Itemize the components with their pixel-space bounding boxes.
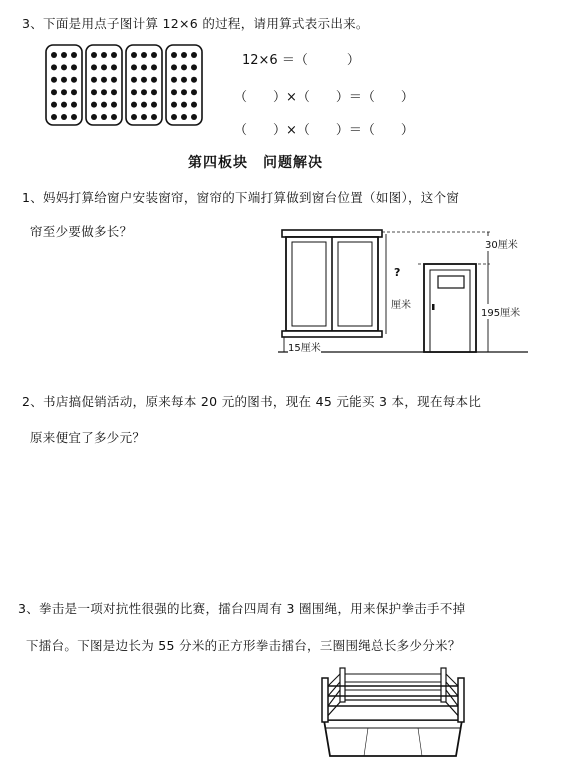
dot (101, 77, 107, 83)
dot (61, 77, 67, 83)
dot (181, 77, 187, 83)
dot (51, 52, 57, 58)
dot (71, 52, 77, 58)
section-title: 第四板块 问题解决 (188, 155, 323, 171)
boxing-ring-illustration (318, 664, 468, 760)
dot (151, 64, 157, 70)
problem-3-line-2: 下擂台。下图是边长为 55 分米的正方形拳击擂台，三圈围绳总长多少分米？ (26, 638, 461, 653)
dot (171, 52, 177, 58)
dot (151, 102, 157, 108)
dot (131, 52, 137, 58)
dot (61, 114, 67, 120)
dot (151, 89, 157, 95)
dot (111, 52, 117, 58)
dot (191, 102, 197, 108)
dot (191, 52, 197, 58)
dot (181, 89, 187, 95)
equation-2: （ ）×（ ）＝（ ） (234, 90, 414, 105)
problem-2-line-2: 原来便宜了多少元？ (30, 430, 146, 445)
dot (51, 64, 57, 70)
dot (141, 114, 147, 120)
dot (131, 77, 137, 83)
dot (181, 114, 187, 120)
dot (141, 89, 147, 95)
dot (101, 52, 107, 58)
dot (111, 114, 117, 120)
equation-1: 12×6 ＝（ ） (242, 53, 360, 68)
dot (141, 102, 147, 108)
q3-top-text: 3、下面是用点子图计算 12×6 的过程，请用算式表示出来。 (22, 16, 369, 31)
dot (91, 52, 97, 58)
problem-3-line-1: 3、拳击是一项对抗性很强的比赛，擂台四周有 3 圈围绳，用来保护拳击手不掉 (18, 601, 466, 616)
label-question: ? (394, 266, 401, 279)
dot (111, 77, 117, 83)
dot (61, 102, 67, 108)
dot (91, 114, 97, 120)
dot (71, 102, 77, 108)
dot (151, 114, 157, 120)
dot (51, 77, 57, 83)
dot (181, 102, 187, 108)
dot (171, 102, 177, 108)
dot (101, 102, 107, 108)
dot (71, 114, 77, 120)
dot (91, 64, 97, 70)
dot (91, 89, 97, 95)
dot (131, 114, 137, 120)
dot (141, 77, 147, 83)
dot-diagram (44, 43, 204, 129)
dot (51, 102, 57, 108)
dot (131, 89, 137, 95)
dot (51, 89, 57, 95)
dot (111, 64, 117, 70)
dot (191, 64, 197, 70)
dot (91, 77, 97, 83)
dot (61, 89, 67, 95)
dot (151, 52, 157, 58)
dot (191, 114, 197, 120)
dot (101, 114, 107, 120)
dot (111, 102, 117, 108)
dot (111, 89, 117, 95)
equation-3: （ ）×（ ）＝（ ） (234, 123, 414, 138)
dot (101, 89, 107, 95)
label-30cm: 30厘米 (485, 236, 518, 251)
dot (171, 64, 177, 70)
dot (191, 89, 197, 95)
dot (141, 64, 147, 70)
label-15cm: 15厘米 (288, 339, 321, 354)
label-cm: 厘米 (391, 296, 411, 311)
problem-2-line-1: 2、书店搞促销活动，原来每本 20 元的图书，现在 45 元能买 3 本，现在每本比 (22, 394, 482, 409)
dot (71, 77, 77, 83)
dot (51, 114, 57, 120)
dot (171, 114, 177, 120)
problem-1-line-1: 1、妈妈打算给窗户安装窗帘，窗帘的下端打算做到窗台位置（如图），这个窗 (22, 190, 460, 205)
dot (171, 89, 177, 95)
dot (71, 64, 77, 70)
dot (181, 64, 187, 70)
dot (131, 102, 137, 108)
dot (131, 64, 137, 70)
dot (71, 89, 77, 95)
dot (181, 52, 187, 58)
dot (101, 64, 107, 70)
problem-1-line-2: 帘至少要做多长？ (30, 224, 133, 239)
dot (191, 77, 197, 83)
dot (141, 52, 147, 58)
label-195cm: 195厘米 (481, 304, 520, 319)
dot (171, 77, 177, 83)
dot (151, 77, 157, 83)
dot (91, 102, 97, 108)
dot (61, 64, 67, 70)
dot (61, 52, 67, 58)
